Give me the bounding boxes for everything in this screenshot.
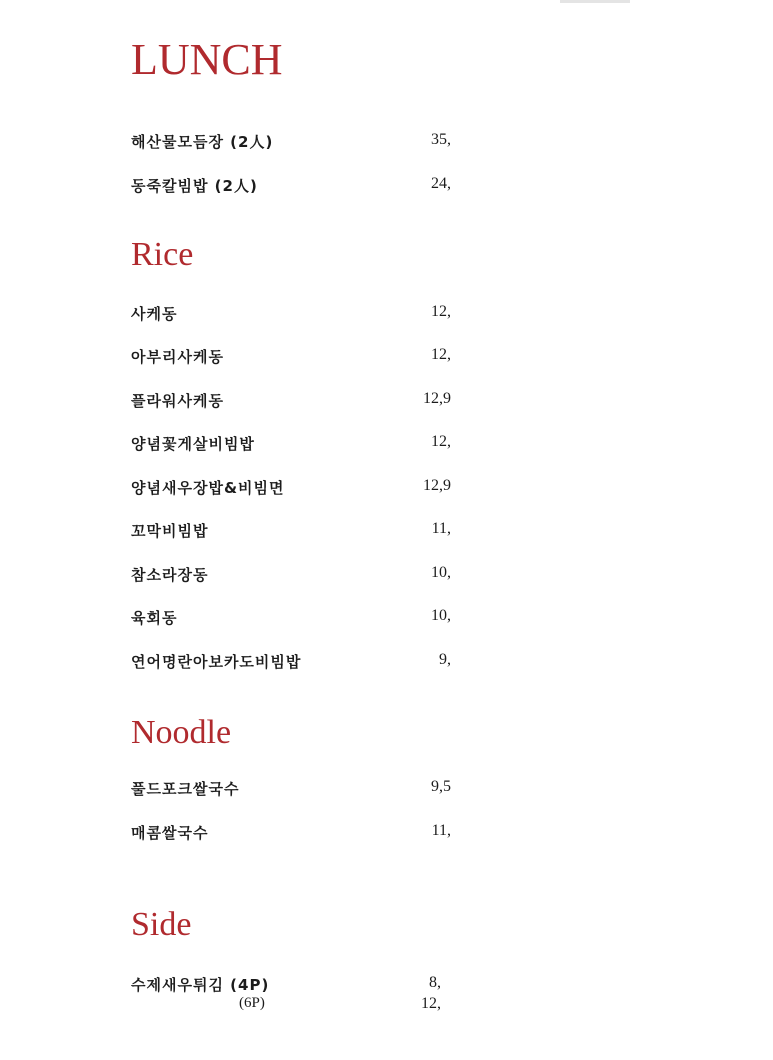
menu-item [131, 651, 451, 675]
menu-item [131, 520, 451, 544]
menu-item [131, 175, 451, 199]
menu-item-name: 연어명란아보카도비빔밥 [131, 653, 302, 671]
menu-item-name: 동죽칼빔밥 (2人) [131, 177, 258, 195]
section-title-lunch: LUNCH [131, 35, 283, 84]
menu-item-price: 11, [431, 822, 451, 839]
menu-item [131, 778, 451, 802]
menu-item-price: 35, [431, 131, 451, 148]
menu-item-name: 꼬막비빔밥 [131, 522, 209, 540]
menu-item-name: 해산물모듬장 (2人) [131, 133, 274, 151]
menu-item-name: 수제새우튀김 (4P) [131, 976, 270, 994]
menu-item [131, 346, 451, 370]
menu-item [131, 607, 451, 631]
menu-item-price: 12,9 [423, 390, 451, 407]
menu-item-price: 12, [431, 433, 451, 450]
menu-item-price: 9,5 [431, 778, 451, 795]
menu-item [131, 131, 451, 155]
menu-item-name: 양념새우장밥&비빔면 [131, 479, 285, 497]
section-title-noodle: Noodle [131, 714, 232, 751]
menu-item [131, 477, 451, 501]
menu-item-name: 육회동 [131, 609, 178, 627]
menu-item-price: 10, [431, 607, 451, 624]
menu-item [131, 303, 451, 327]
menu-item-variant [131, 995, 451, 1017]
section-title-rice: Rice [131, 236, 194, 273]
menu-item-price: 8, [429, 974, 441, 991]
menu-item-name: 풀드포크쌀국수 [131, 780, 240, 798]
menu-item-price: 10, [431, 564, 451, 581]
menu-item-price: 9, [439, 651, 451, 668]
menu-item [131, 390, 451, 414]
menu-item-name: 아부리사케동 [131, 348, 224, 366]
menu-item-name: 참소라장동 [131, 566, 209, 584]
menu-item [131, 433, 451, 457]
menu-item [131, 822, 451, 846]
menu-item-name: 매콤쌀국수 [131, 824, 209, 842]
menu-item-name: 양념꽃게살비빔밥 [131, 435, 255, 453]
menu-item-price: 12,9 [423, 477, 451, 494]
menu-item-name: 플라워사케동 [131, 392, 224, 410]
menu-item-price: 12, [431, 303, 451, 320]
menu-item-price: 24, [431, 175, 451, 192]
menu-item-price: 12, [431, 346, 451, 363]
menu-item [131, 564, 451, 588]
menu-item-name: 사케동 [131, 305, 178, 323]
menu-item-name: (6P) [239, 995, 265, 1011]
menu-item-price: 12, [421, 995, 441, 1012]
menu-item-price: 11, [431, 520, 451, 537]
section-title-side: Side [131, 906, 192, 943]
top-edge-mark [560, 0, 630, 3]
